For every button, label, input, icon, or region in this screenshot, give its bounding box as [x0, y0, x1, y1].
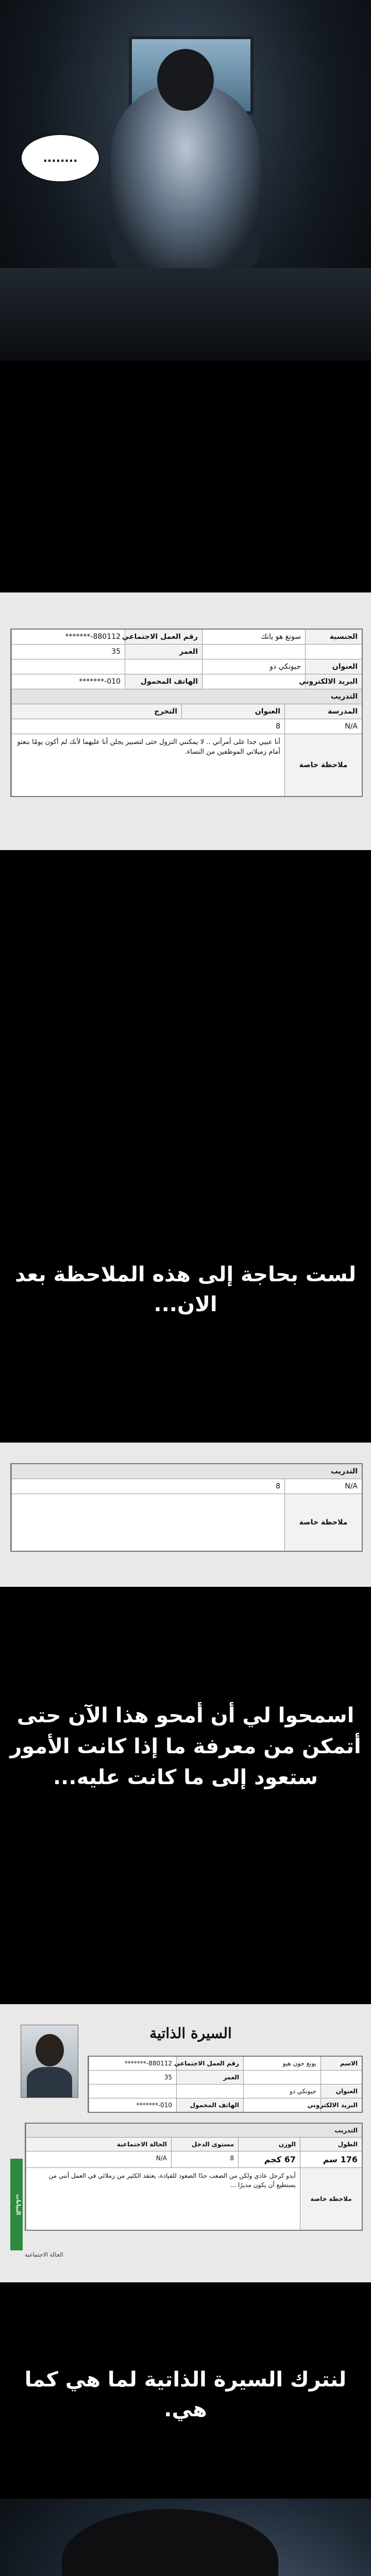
training-header: التدريب — [11, 689, 362, 704]
resume-title: السيرة الذاتية — [149, 2025, 232, 2042]
caption-1: لست بحاجة إلى هذه الملاحظة بعد الان... — [15, 1263, 356, 1316]
man-hair — [62, 2509, 278, 2576]
caption-3: لنترك السيرة الذاتية لما هي كما هي. — [24, 2368, 347, 2421]
office-desk — [0, 268, 371, 361]
profile-card-panel-2 — [0, 1443, 371, 1587]
side-tag: البيانات — [10, 2159, 23, 2250]
special-note-text: أنا عبيي جدا على أمرأتي .. لا يمكنني النزول حتى لتصبير يجلن أنا عليهما لأنك لم أكون يومًا بنعتو أمام زميلاتي الموظفين من النساء. — [11, 734, 284, 796]
caption-2: اسمحوا لي أن أمحو هذا الآن حتى أتمكن من معرفة ما إذا كانت الأمور ستعود إلى ما كانت عليه... — [10, 1704, 361, 1789]
profile-card-1: الجنسية سونغ هو يانك رقم العمل الاجتماعي 880112-******* العمر 35 العنوان جيونكي دو البريد الالكتروني الهاتف المحمول 010-******* التدريب المدرسة العنوان التخرج N/A 8 ملاحظة خاصة أنا عبيي جدا على أمرأتي .. لا يمكنني النزول حتى لتصبير يجلن أنا عليهما لأنك لم أكون يومًا بنعتو أمام زميلاتي الموظفين من النساء. — [10, 629, 363, 797]
resume-card-panel: السيرة الذاتية الاسم يونغ جون هيو رقم العمل الاجتماعي 880112-******* العمر 35 العنوان جيونكي دو البريد الالكتروني الهاتف المحمول 010-******* البيانات التدريب الطول الوزن مستوى الدخل الحالة الاجتماعية 176 سم 67 كجم 8 N/A ملاحظة خاصة أبدو كرجل عادي ولكن من الصعب جدًا الصعود للقيادة، يعتقد الكثير من زملائي في العمل أنني من يستطيع أن يكون مديرًا ... الحالة الاجتماعية — [0, 2004, 371, 2282]
profile-card-2: التدريب N/A 8 ملاحظة خاصة — [10, 1463, 363, 1552]
resume-note-text: أبدو كرجل عادي ولكن من الصعب جدًا الصعود للقيادة، يعتقد الكثير من زملائي في العمل أنني من يستطيع أن يكون مديرًا ... — [26, 2168, 300, 2230]
resume-photo — [21, 2025, 78, 2098]
scene-office-back-view — [0, 0, 371, 361]
resume-card-lower: التدريب الطول الوزن مستوى الدخل الحالة الاجتماعية 176 سم 67 كجم 8 N/A ملاحظة خاصة أبدو كرجل عادي ولكن من الصعب جدًا الصعود للقيادة، يعتقد الكثير من زملائي في العمل أنني من يستطيع أن يكون مديرًا ... — [25, 2123, 363, 2231]
resume-card: الاسم يونغ جون هيو رقم العمل الاجتماعي 880112-******* العمر 35 العنوان جيونكي دو البريد الالكتروني الهاتف المحمول 010-******* — [88, 2056, 363, 2113]
scene-man-closeup — [0, 2499, 371, 2576]
erased-note-area — [11, 1494, 284, 1551]
man-head — [157, 49, 214, 111]
speech-bubble-dots: ........ — [21, 134, 100, 182]
profile-card-panel-1 — [0, 592, 371, 850]
special-note-label: ملاحظة خاصة — [284, 734, 362, 796]
